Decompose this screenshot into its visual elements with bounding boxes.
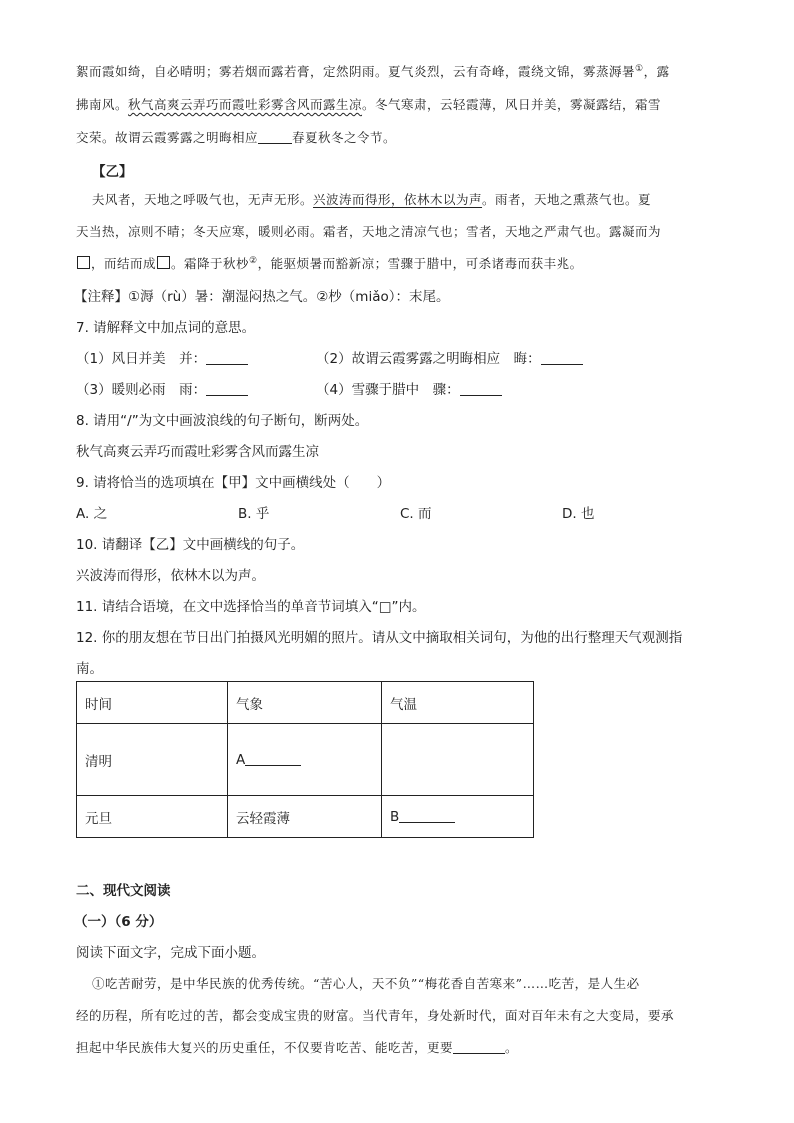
modern-passage-line-2: 经的历程，所有吃过的苦，都会变成宝贵的财富。当代青年，身处新时代，面对百年未有之大变局，要承 [76, 1008, 675, 1023]
text: 。 [505, 1040, 519, 1055]
q12-stem-line-1: 12. 你的朋友想在节日出门拍摄风光明媚的照片。请从文中摘取相关词句，为他的出行整理天气观测指 [76, 630, 683, 646]
q8-stem: 8. 请用“/”为文中画波浪线的句子断句，断两处。 [76, 413, 369, 429]
text: 。霜降于秋杪 [171, 256, 250, 271]
table-cell: 清明 [77, 724, 228, 796]
footnote-marker: ② [249, 255, 258, 266]
q8-sentence: 秋气高爽云弄巧而霞吐彩雾含风而露生凉 [76, 444, 319, 460]
passage-yi-line-1 [92, 190, 724, 208]
table-header-row [77, 682, 534, 724]
passage-yi-line-2: 天当热，凉则不晴；冬天应寒，暖则必雨。霜者，天地之清凉气也；雪者，天地之严肃气也。露凝而为 [76, 224, 662, 239]
q10-sentence: 兴波涛而得形，依林木以为声。 [76, 568, 265, 584]
answer-blank[interactable] [206, 352, 248, 365]
text: 夫风者，天地之呼吸气也，无声无形。 [92, 192, 314, 207]
answer-blank[interactable] [399, 810, 455, 823]
table-cell[interactable] [382, 796, 534, 838]
passage-yi-line-3 [76, 254, 724, 272]
text: 拂南风。 [76, 97, 129, 112]
underlined-sentence: 兴波涛而得形，依林木以为声 [313, 192, 483, 207]
text: 。冬气寒肃，云轻霞薄，风日并美，雾凝露结，霜雪 [362, 97, 662, 112]
q7-item-3 [76, 378, 248, 398]
section-subtitle: （一）（6 分） [74, 914, 163, 930]
passage-jia-line-1 [76, 62, 724, 80]
section-title: 二、现代文阅读 [76, 883, 171, 899]
answer-blank[interactable] [245, 753, 301, 766]
passage-yi-heading: 【乙】 [92, 164, 133, 180]
answer-blank[interactable] [541, 352, 583, 365]
blank-square[interactable] [77, 256, 90, 269]
text: ，而结而成 [91, 256, 157, 271]
annotation: 【注释】①溽（rù）暑：潮湿闷热之气。②杪（miǎo）：末尾。 [74, 289, 450, 305]
table-cell[interactable] [382, 724, 534, 796]
q9-stem: 9. 请将恰当的选项填在【甲】文中画横线处（ ） [76, 475, 391, 491]
table-row [77, 796, 534, 838]
table-header-cell: 气象 [228, 682, 382, 724]
answer-blank[interactable] [453, 1041, 505, 1054]
table-cell: 元旦 [77, 796, 228, 838]
answer-blank[interactable] [460, 383, 502, 396]
q9-option-c[interactable]: C. 而 [400, 506, 432, 522]
q7-item-text: （1）风日并美 并： [76, 351, 207, 367]
q7-item-1 [76, 347, 248, 367]
blank-square[interactable] [157, 256, 170, 269]
modern-passage-line-3 [76, 1038, 724, 1056]
blank-label: A [236, 751, 246, 768]
q9-option-a[interactable]: A. 之 [76, 506, 108, 522]
q9-option-b[interactable]: B. 乎 [238, 506, 270, 522]
q7-item-text: （4）雪骤于腊中 骤： [316, 382, 460, 398]
text: 担起中华民族伟大复兴的历史重任，不仅要肯吃苦、能吃苦，更要 [76, 1040, 454, 1055]
q7-item-2 [316, 347, 583, 367]
passage-jia-line-2 [76, 95, 724, 113]
blank-label: B [390, 808, 400, 825]
text: ，露 [643, 64, 670, 79]
table-cell[interactable] [228, 724, 382, 796]
q7-item-text: （3）暖则必雨 雨： [76, 382, 207, 398]
q12-stem-line-2: 南。 [76, 661, 103, 677]
table-header-cell: 时间 [77, 682, 228, 724]
footnote-marker: ① [635, 63, 644, 74]
q7-item-text: （2）故谓云霞雾露之明晦相应 晦： [316, 351, 541, 367]
q7-item-4 [316, 378, 502, 398]
passage-jia-line-3 [76, 128, 724, 146]
table-header-cell: 气温 [382, 682, 534, 724]
q7-stem: 7. 请解释文中加点词的意思。 [76, 320, 256, 336]
answer-blank[interactable] [206, 383, 248, 396]
weather-guide-table [76, 681, 534, 838]
table-cell: 云轻霞薄 [228, 796, 382, 838]
table-row [77, 724, 534, 796]
section-instruction: 阅读下面文字，完成下面小题。 [76, 945, 265, 961]
text: 。雨者，天地之熏蒸气也。夏 [482, 192, 652, 207]
q9-option-d[interactable]: D. 也 [562, 506, 595, 522]
text: 交荣。故谓云霞雾露之明晦相应 [76, 130, 259, 145]
text: ，能驱烦暑而豁新凉；雪骤于腊中，可杀诸毒而获丰兆。 [257, 256, 583, 271]
text: 絮而霞如绮，自必晴明；雾若烟而露若膏，定然阴雨。夏气炎烈，云有奇峰，霞绕文锦，雾蒸溽暑 [76, 64, 636, 79]
text: 春夏秋冬之令节。 [292, 130, 397, 145]
wavy-underlined-sentence: 秋气高爽云弄巧而霞吐彩雾含风而露生凉 [128, 97, 363, 112]
answer-blank[interactable] [258, 131, 292, 144]
modern-passage-line-1: ①吃苦耐劳，是中华民族的优秀传统。“苦心人，天不负”“梅花香自苦寒来”……吃苦，是人生必 [92, 976, 640, 991]
q10-stem: 10. 请翻译【乙】文中画横线的句子。 [76, 537, 305, 553]
q11-stem: 11. 请结合语境，在文中选择恰当的单音节词填入“□”内。 [76, 599, 426, 615]
